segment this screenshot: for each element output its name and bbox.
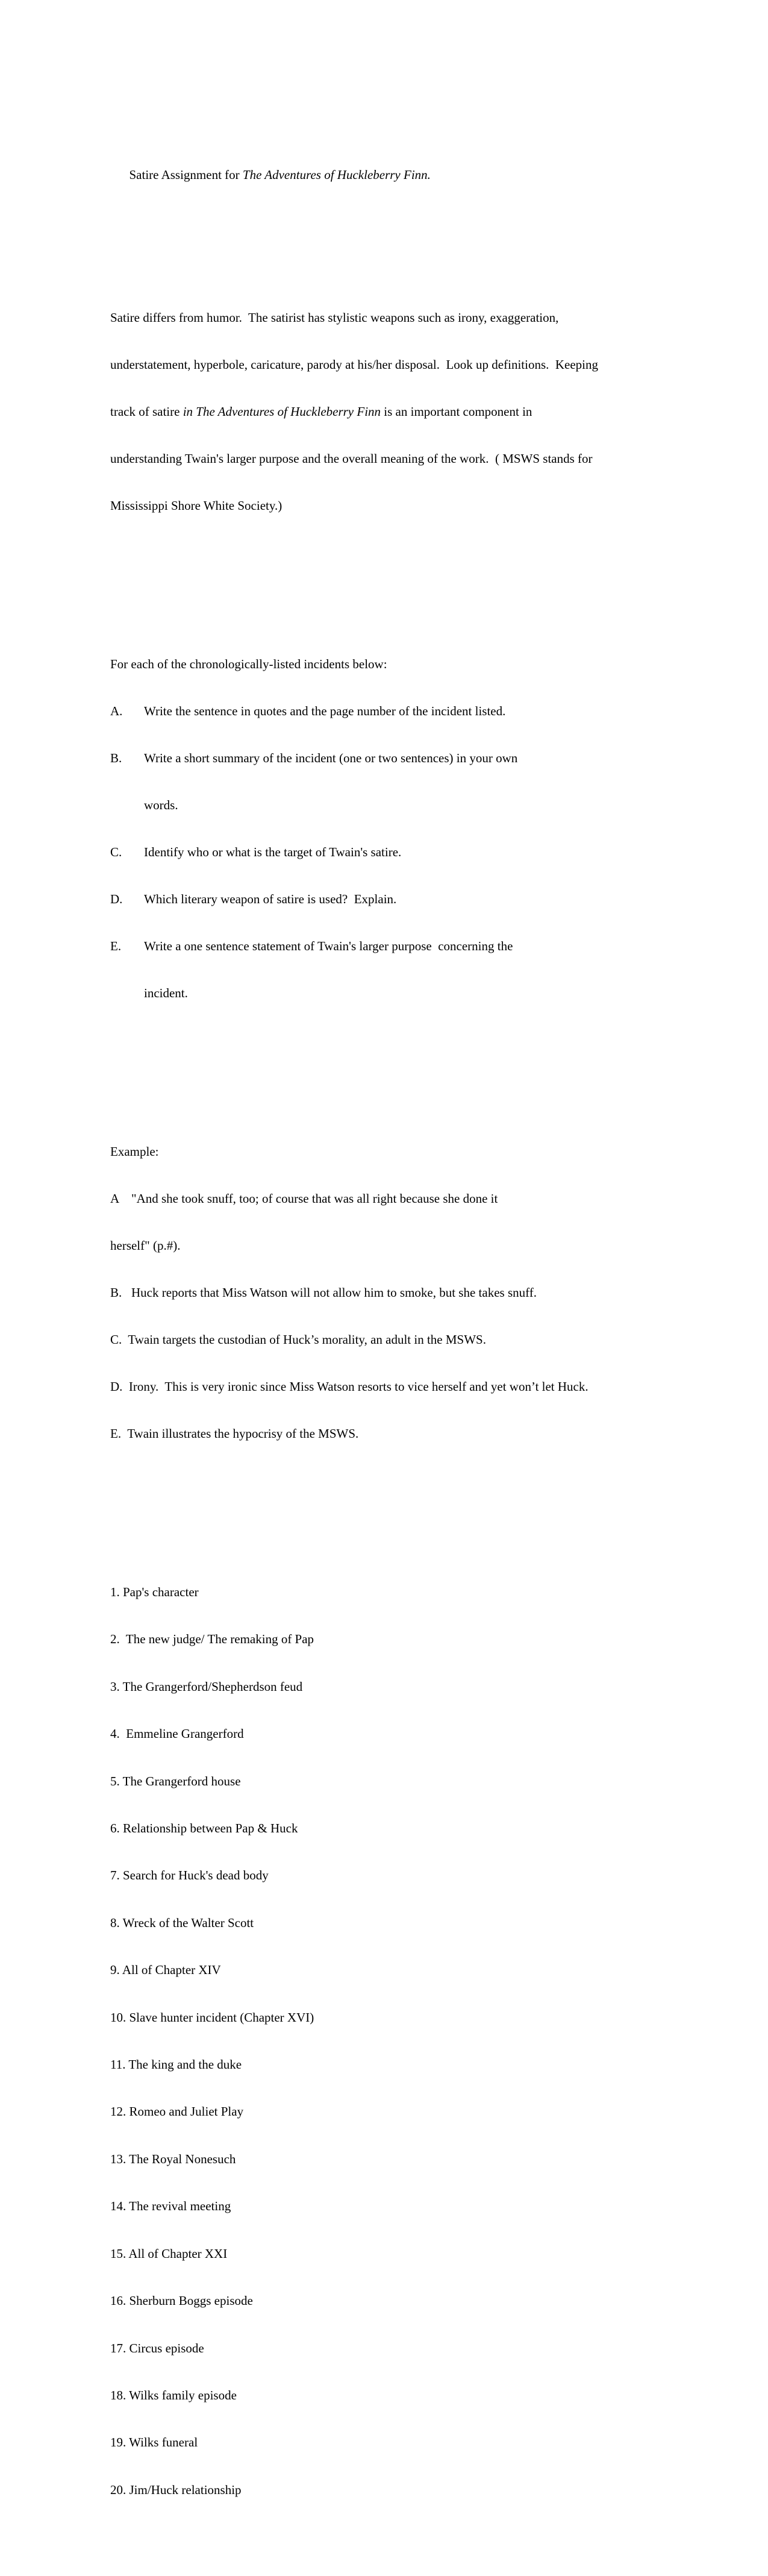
paragraph-text: is an important component in	[381, 404, 532, 419]
book-title-inline: in The Adventures of Huckleberry Finn	[183, 404, 381, 419]
instruction-item	[110, 938, 640, 954]
incident-item: 14. The revival meeting	[110, 2199, 231, 2214]
example-line: D. Irony. This is very ironic since Miss Watson resorts to vice herself and yet won’t let Huck.	[110, 1379, 588, 1394]
instruction-text: incident.	[144, 986, 188, 1000]
example-line: E. Twain illustrates the hypocrisy of the MSWS.	[110, 1426, 359, 1441]
paragraph-line	[110, 404, 640, 419]
instructions-header: For each of the chronologically-listed incidents below:	[110, 657, 387, 671]
incident-item: 7. Search for Huck's dead body	[110, 1868, 269, 1883]
example-line: B. Huck reports that Miss Watson will not allow him to smoke, but she takes snuff.	[110, 1285, 537, 1300]
instruction-item	[110, 844, 640, 860]
incident-list	[110, 1553, 640, 2529]
incident-item: 20. Jim/Huck relationship	[110, 2482, 242, 2497]
example-section	[110, 1112, 640, 1473]
paragraph-line: understatement, hyperbole, caricature, parody at his/her disposal. Look up definitions. Keeping	[110, 357, 599, 372]
incident-item: 15. All of Chapter XXI	[110, 2246, 228, 2261]
incident-item: 16. Sherburn Boggs episode	[110, 2293, 253, 2308]
paragraph-line: Satire differs from humor. The satirist has stylistic weapons such as irony, exaggeration,	[110, 310, 559, 325]
instruction-item-continuation	[110, 985, 640, 1001]
instruction-label: C.	[110, 845, 122, 859]
incident-item: 17. Circus episode	[110, 2340, 204, 2355]
incident-item: 3. The Grangerford/Shepherdson feud	[110, 1679, 303, 1694]
instruction-text: words.	[144, 798, 178, 812]
instruction-label: A.	[110, 704, 123, 718]
incident-item: 6. Relationship between Pap & Huck	[110, 1821, 298, 1836]
instruction-text: Which literary weapon of satire is used? Explain.	[144, 892, 397, 906]
instruction-item	[110, 750, 640, 766]
example-header: Example:	[110, 1144, 159, 1159]
incident-item: 13. The Royal Nonesuch	[110, 2151, 236, 2166]
title-text: Satire Assignment for	[129, 168, 243, 182]
paragraph-line: understanding Twain's larger purpose and the overall meaning of the work. ( MSWS stands for	[110, 451, 593, 466]
instruction-text: Write a one sentence statement of Twain's larger purpose concerning the	[144, 939, 513, 953]
example-line: A "And she took snuff, too; of course that was all right because she done it	[110, 1191, 498, 1206]
instruction-item-continuation	[110, 797, 640, 813]
instructions-section	[110, 625, 640, 1032]
incident-item: 9. All of Chapter XIV	[110, 1963, 221, 1978]
instruction-label: B.	[110, 751, 122, 765]
incident-item: 11. The king and the duke	[110, 2057, 242, 2072]
instruction-text: Write the sentence in quotes and the page number of the incident listed.	[144, 704, 506, 718]
incident-item: 19. Wilks funeral	[110, 2435, 198, 2450]
paragraph-text: track of satire	[110, 404, 183, 419]
instruction-text: Identify who or what is the target of Twain's satire.	[144, 845, 402, 859]
incident-item: 18. Wilks family episode	[110, 2387, 237, 2402]
intro-paragraph	[110, 278, 640, 545]
instruction-item	[110, 703, 640, 719]
instruction-text: Write a short summary of the incident (one or two sentences) in your own	[144, 751, 518, 765]
document-content	[110, 89, 640, 2576]
title-book-name: The Adventures of Huckleberry Finn.	[242, 168, 431, 182]
instruction-label: D.	[110, 892, 123, 906]
incident-item: 8. Wreck of the Walter Scott	[110, 1915, 254, 1930]
instruction-item	[110, 891, 640, 907]
instruction-label: E.	[110, 939, 122, 953]
document-title	[110, 151, 640, 198]
incident-item: 5. The Grangerford house	[110, 1773, 241, 1788]
example-line: C. Twain targets the custodian of Huck’s morality, an adult in the MSWS.	[110, 1332, 486, 1347]
incident-item: 2. The new judge/ The remaking of Pap	[110, 1632, 314, 1647]
incident-item: 1. Pap's character	[110, 1585, 199, 1599]
incident-item: 10. Slave hunter incident (Chapter XVI)	[110, 2010, 314, 2025]
example-line: herself" (p.#).	[110, 1238, 181, 1253]
paragraph-line: Mississippi Shore White Society.)	[110, 498, 283, 513]
incident-item: 12. Romeo and Juliet Play	[110, 2104, 244, 2119]
incident-item: 4. Emmeline Grangerford	[110, 1726, 244, 1741]
